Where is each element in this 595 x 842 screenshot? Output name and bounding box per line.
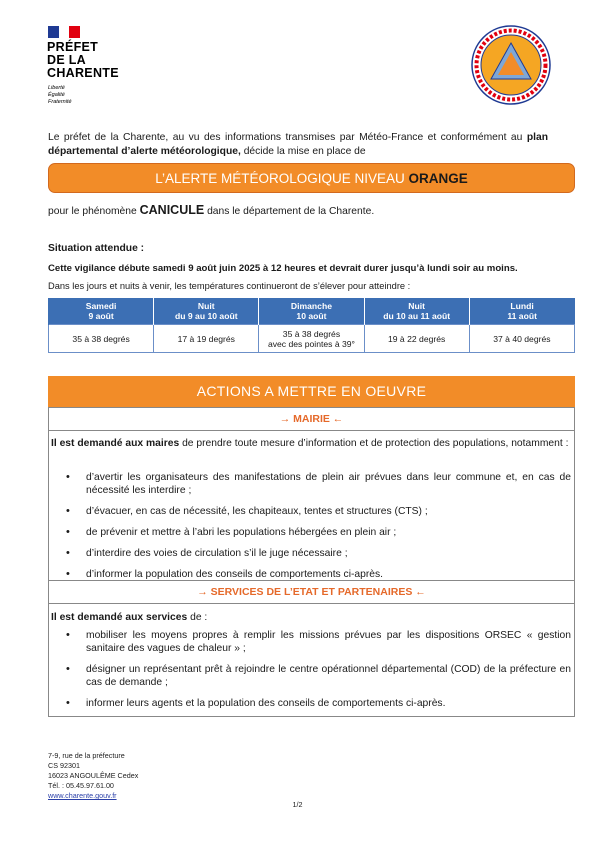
situation-text: Cette vigilance débute samedi 9 août juin 2025 à 12 heures et devrait durer jusqu’à lundi soir au moins. xyxy=(48,263,518,274)
services-list xyxy=(62,629,571,718)
table-header-cell: Dimanche 10 août xyxy=(259,298,364,325)
table-header-row xyxy=(49,298,575,325)
table-cell: 37 à 40 degrés xyxy=(469,325,574,353)
table-header-cell: Nuit du 9 au 10 août xyxy=(154,298,259,325)
civil-security-seal-icon xyxy=(470,24,552,106)
mairie-list xyxy=(62,471,571,589)
situation-title: Situation attendue : xyxy=(48,243,145,254)
mairie-section-title: → MAIRIE ← xyxy=(48,407,575,431)
table-cell: 35 à 38 degrés xyxy=(49,325,154,353)
table-cell: 17 à 19 degrés xyxy=(154,325,259,353)
intro-paragraph: Le préfet de la Charente, au vu des informations transmises par Météo-France et conformément au plan départemental d’alerte météorologique, décide la mise en place de xyxy=(48,132,548,157)
page-number: 1/2 xyxy=(292,800,303,809)
table-header-cell: Nuit du 10 au 11 août xyxy=(364,298,469,325)
phenomenon-name: CANICULE xyxy=(139,203,205,217)
temperature-intro: Dans les jours et nuits à venir, les températures continueront de s’élever pour atteindre : xyxy=(48,281,411,291)
temperature-table xyxy=(48,298,575,353)
services-section-title: → SERVICES DE L’ETAT ET PARTENAIRES ← xyxy=(48,580,575,604)
table-cell: 19 à 22 degrés xyxy=(364,325,469,353)
footer-address: 7-9, rue de la préfecture CS 92301 16023 ANGOULÊME Cedex Tél. : 05.45.97.61.00 www.charente.gouv.fr xyxy=(48,751,139,800)
list-item: • d’informer la population des conseils de comportements ci-après. xyxy=(62,568,571,581)
table-header-cell: Lundi 11 août xyxy=(469,298,574,325)
table-header-cell: Samedi 9 août xyxy=(49,298,154,325)
list-item: • désigner un représentant prêt à rejoindre le centre opérationnel départemental (COD) de la préfecture en cas de demande ; xyxy=(62,663,571,689)
list-item: • d’interdire des voies de circulation s’il le juge nécessaire ; xyxy=(62,547,571,560)
mairie-lead: Il est demandé aux maires de prendre toute mesure d’information et de protection des populations, notamment : xyxy=(51,438,569,449)
prefecture-logo-text: PRÉFET DE LA CHARENTE xyxy=(47,40,119,80)
list-item: • d’évacuer, en cas de nécessité, les chapiteaux, tentes et structures (CTS) ; xyxy=(62,505,571,518)
website-link[interactable]: www.charente.gouv.fr xyxy=(48,791,117,800)
actions-title: ACTIONS A METTRE EN OEUVRE xyxy=(48,376,575,407)
list-item: • mobiliser les moyens propres à remplir les missions prévues par les dispositions ORSEC « gestion sanitaire des vagues de chaleur » ; xyxy=(62,629,571,655)
list-item: • de prévenir et mettre à l’abri les populations hébergées en plein air ; xyxy=(62,526,571,539)
alert-level-banner xyxy=(48,163,575,193)
republic-motto: Liberté Égalité Fraternité xyxy=(48,85,72,105)
list-item: • d’avertir les organisateurs des manifestations de plein air prévues dans leur commune et, en cas de nécessité les interdire ; xyxy=(62,471,571,497)
marianne-flag-logo xyxy=(48,26,80,38)
phenomenon-line: pour le phénomène CANICULE dans le département de la Charente. xyxy=(48,203,375,217)
table-row xyxy=(49,325,575,353)
table-cell: 35 à 38 degrés avec des pointes à 39° xyxy=(259,325,364,353)
list-item: • informer leurs agents et la population des conseils de comportements ci-après. xyxy=(62,697,571,710)
alert-text: L’ALERTE MÉTÉOROLOGIQUE NIVEAU xyxy=(155,171,409,186)
services-lead: Il est demandé aux services de : xyxy=(51,612,208,623)
alert-level: ORANGE xyxy=(408,171,468,186)
